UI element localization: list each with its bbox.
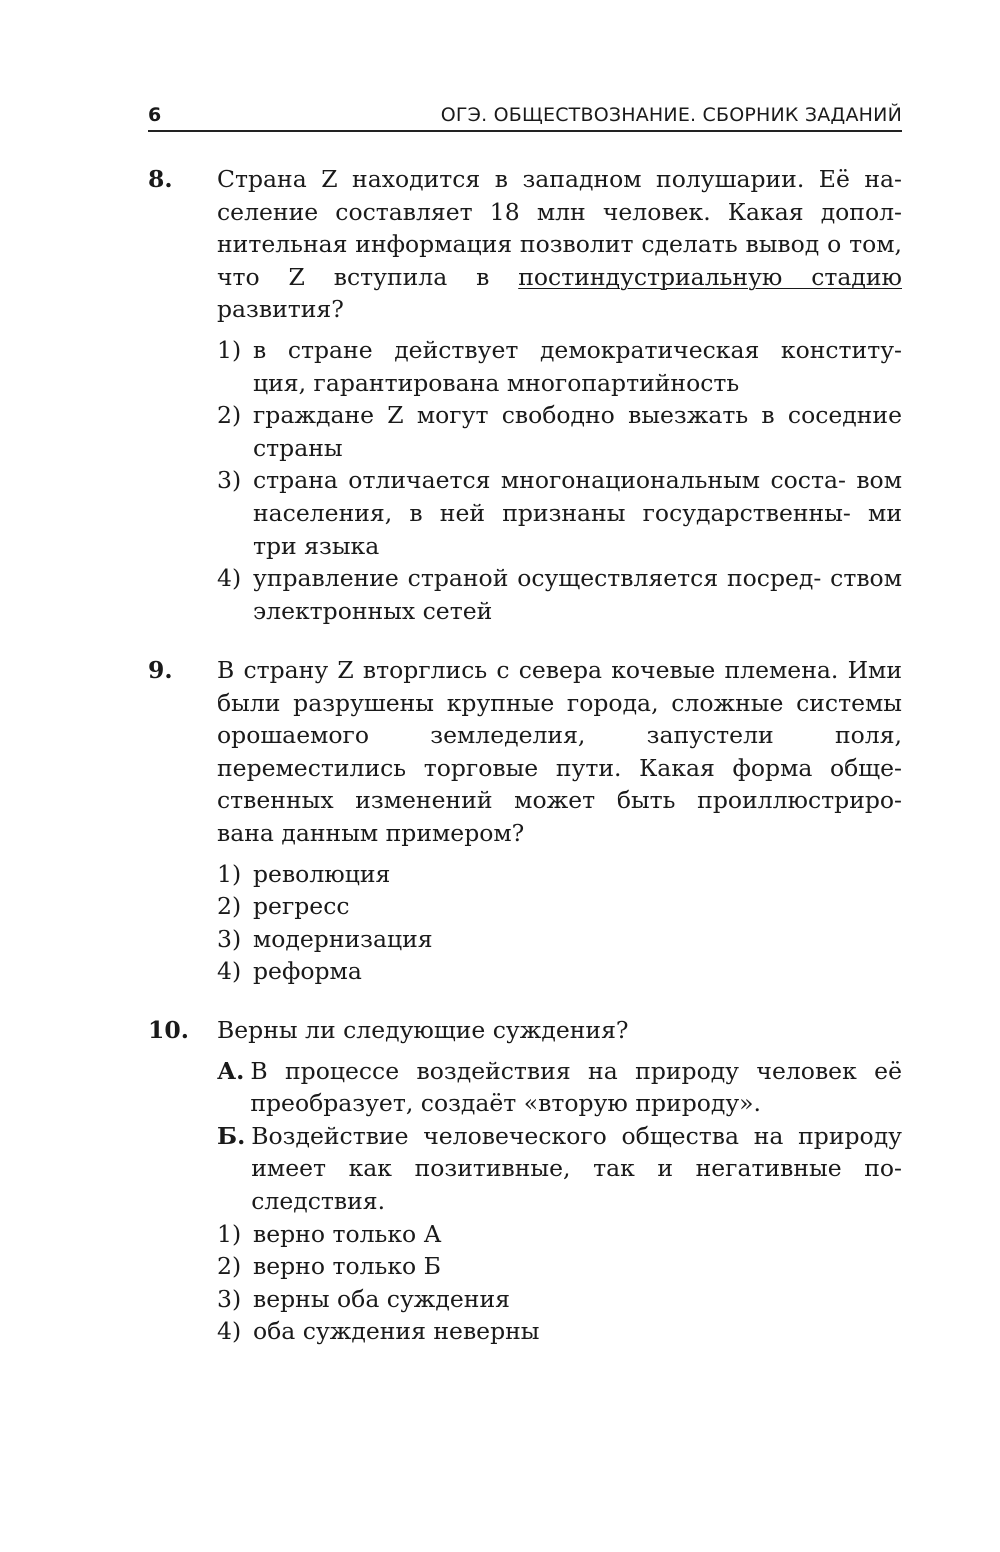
option-label: 3) [217, 466, 242, 495]
answer-option[interactable] [217, 858, 902, 891]
question-line: В страну Z вторглись с севера кочевые племена. [217, 656, 839, 684]
question-line: ственных изменений может быть проиллюстриро- [217, 786, 902, 815]
option-label: 1) [217, 1219, 242, 1248]
answer-options [217, 858, 902, 988]
option-label: 2) [217, 892, 242, 921]
option-text: верно только Б [253, 1252, 441, 1281]
option-label: 1) [217, 335, 242, 364]
statement-text: В процессе воздействия на природу человек её преобразует, создаёт «вторую природу». [250, 1056, 902, 1118]
task-number: 8. [148, 165, 173, 193]
option-label: 4) [217, 564, 242, 593]
option-label: 4) [217, 1317, 242, 1346]
page-header [148, 100, 902, 132]
option-text: страна отличается многонациональным соста- вом населения, в ней признаны государственны- ми три языка [253, 466, 902, 560]
answer-options [217, 334, 902, 627]
task-9 [148, 654, 902, 988]
option-text: оба суждения неверны [253, 1317, 540, 1346]
option-text: реформа [253, 957, 362, 986]
option-text: верны оба суждения [253, 1284, 510, 1313]
option-text: управление страной осуществляется посред- ством электронных сетей [253, 564, 902, 625]
answer-option[interactable] [217, 1218, 902, 1251]
statement-b [217, 1120, 902, 1218]
task-question [217, 163, 902, 326]
option-text: революция [253, 859, 391, 888]
option-label: 4) [217, 957, 242, 986]
answer-option[interactable] [217, 955, 902, 988]
answer-option[interactable] [217, 1283, 902, 1316]
option-text: в стране действует демократическая конститу- ция, гарантирована многопартийность [253, 335, 902, 397]
question-line: системы орошаемого земледелия, запустели поля, [217, 688, 902, 750]
task-question [217, 654, 902, 850]
underlined-term: постиндустриальную стадию [518, 262, 902, 291]
option-label: 1) [217, 859, 242, 888]
statement-label: А. [217, 1056, 245, 1085]
option-label: 2) [217, 1252, 242, 1281]
answer-option[interactable] [217, 1250, 902, 1283]
answer-option[interactable] [217, 890, 902, 923]
option-label: 3) [217, 1284, 242, 1313]
question-line: развития? [217, 295, 344, 324]
option-text: регресс [253, 892, 350, 921]
statement-label: Б. [217, 1121, 246, 1150]
answer-option[interactable] [217, 464, 902, 562]
question-line: том, что Z вступила в [217, 230, 902, 291]
question-line: селение составляет 18 млн человек. Какая допол- [217, 197, 902, 226]
statement-a [217, 1055, 902, 1120]
task-question: Верны ли следующие суждения? [217, 1016, 629, 1044]
question-line: нительная информация позволит сделать вывод о [217, 230, 842, 259]
question-line: переместились торговые пути. Какая форма обще- [217, 753, 902, 782]
answer-option[interactable] [217, 334, 902, 399]
question-line: Ими были разрушены крупные города, сложные [217, 656, 902, 717]
option-text: граждане Z могут свободно выезжать в соседние страны [253, 401, 902, 462]
task-number: 9. [148, 656, 173, 684]
option-label: 2) [217, 401, 242, 430]
answer-option[interactable] [217, 1315, 902, 1348]
answer-option[interactable] [217, 562, 902, 627]
statements [217, 1055, 902, 1348]
task-8 [148, 163, 902, 627]
question-line: Страна Z находится в западном полушарии. Её на- [217, 165, 902, 193]
task-10 [148, 1014, 902, 1348]
answer-option[interactable] [217, 399, 902, 464]
option-text: модернизация [253, 924, 433, 953]
statement-text: Воздействие человеческого общества на природу имеет как позитивные, так и негативные по- следствия. [251, 1121, 902, 1215]
task-number: 10. [148, 1016, 189, 1044]
answer-option[interactable] [217, 923, 902, 956]
option-label: 3) [217, 924, 242, 953]
page-number: 6 [148, 104, 162, 126]
option-text: верно только А [253, 1219, 442, 1248]
question-line: вана данным примером? [217, 818, 525, 847]
running-title: ОГЭ. ОБЩЕСТВОЗНАНИЕ. СБОРНИК ЗАДАНИЙ [440, 104, 902, 126]
